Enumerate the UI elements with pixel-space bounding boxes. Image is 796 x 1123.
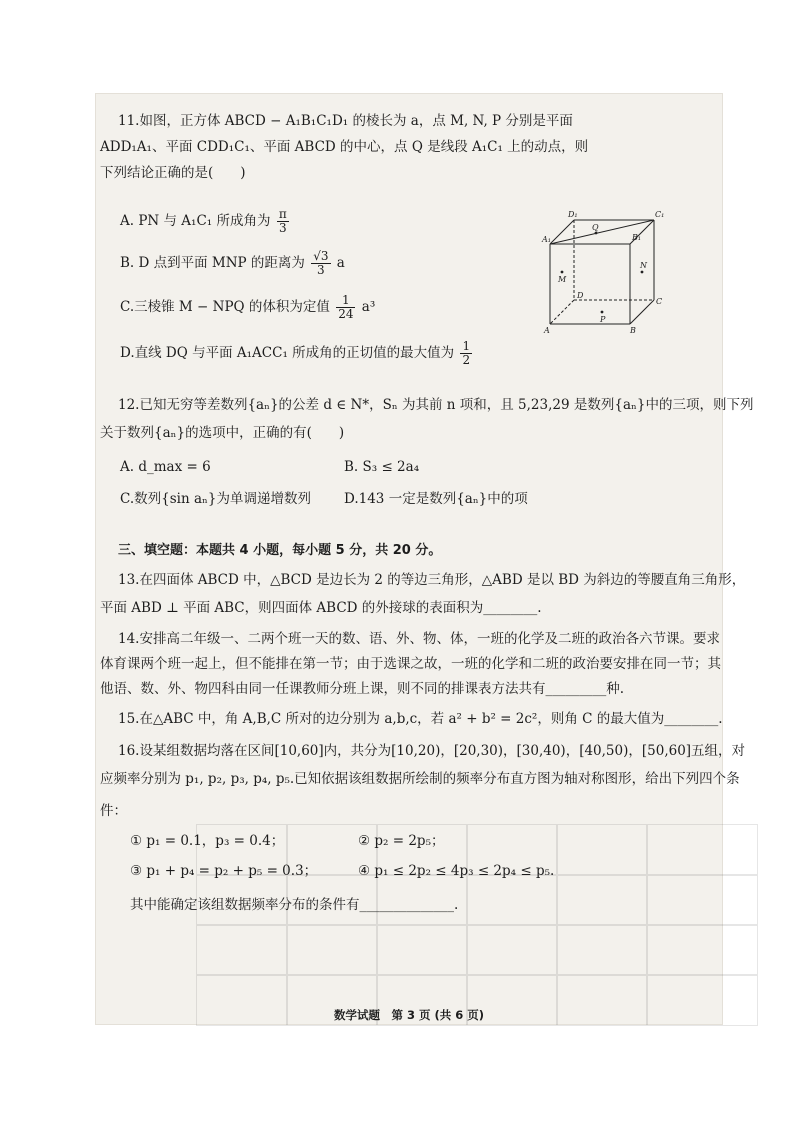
q12-line2: 关于数列{aₙ}的选项中，正确的有( ) (100, 425, 345, 441)
q16-line2: 应频率分别为 p₁, p₂, p₃, p₄, p₅.已知依据该组数据所绘制的频率分布直方图为轴对称图形，给出下列四个条 (100, 771, 740, 787)
q13-line1: 13.在四面体 ABCD 中，△BCD 是边长为 2 的等边三角形，△ABD 是以 BD 为斜边的等腰直角三角形， (118, 572, 746, 588)
q11-option-c: C.三棱锥 M − NPQ 的体积为定值 $\frac{1}{24}$ a³ (120, 293, 376, 321)
label-n: N (640, 261, 647, 270)
q14-line3: 他语、数、外、物四科由同一任课教师分班上课，则不同的排课表方法共有_________种. (100, 681, 625, 697)
fraction: $\frac{1}{24}$ (338, 293, 354, 321)
label-q: Q (592, 223, 599, 232)
q16-condition-1: ① p₁ = 0.1，p₃ = 0.4； (130, 833, 285, 849)
q16-line1: 16.设某组数据均落在区间[10,60]内，共分为[10,20)，[20,30)，[30,40)，[40,50)，[50,60]五组，对 (118, 743, 746, 759)
fraction: $\frac{√3}{3}$ (313, 249, 329, 277)
q12-option-c: C.数列{sin aₙ}为单调递增数列 (120, 491, 311, 507)
q11-option-b: B. D 点到平面 MNP 的距离为 $\frac{√3}{3}$ a (120, 249, 345, 277)
q11-option-a: A. PN 与 A₁C₁ 所成角为 $\frac{\pi}{3}$ (120, 207, 287, 235)
label-a1: A₁ (542, 235, 551, 244)
q12-option-a: A. d_max = 6 (120, 459, 211, 475)
q15-line1: 15.在△ABC 中，角 A,B,C 所对的边分别为 a,b,c，若 a² + b² = 2c²，则角 C 的最大值为________. (118, 711, 723, 727)
label-d1: D₁ (568, 210, 578, 219)
q11-line3: 下列结论正确的是( ) (100, 165, 246, 181)
q16-condition-3: ③ p₁ + p₄ = p₂ + p₅ = 0.3； (130, 863, 318, 879)
bleed-through-table (196, 824, 796, 1064)
q13-line2: 平面 ABD ⊥ 平面 ABC，则四面体 ABCD 的外接球的表面积为________. (100, 600, 542, 616)
q16-line4: 其中能确定该组数据频率分布的条件有______________. (130, 897, 459, 913)
label-p: P (600, 315, 606, 324)
q11-option-d: D.直线 DQ 与平面 A₁ACC₁ 所成角的正切值的最大值为 $\frac{1}{2}$ (120, 339, 471, 367)
q12-line1: 12.已知无穷等差数列{aₙ}的公差 d ∈ N*，Sₙ 为其前 n 项和，且 5,23,29 是数列{aₙ}中的三项，则下列 (118, 397, 754, 413)
q12-option-d: D.143 一定是数列{aₙ}中的项 (344, 491, 528, 507)
cube-figure (544, 206, 674, 336)
q11-line2: ADD₁A₁、平面 CDD₁C₁、平面 ABCD 的中心，点 Q 是线段 A₁C₁ 上的动点，则 (100, 139, 589, 155)
q12-option-b: B. S₃ ≤ 2a₄ (344, 459, 420, 475)
q14-line1: 14.安排高二年级一、二两个班一天的数、语、外、物、体，一班的化学及二班的政治各六节课。要求 (118, 631, 720, 647)
q16-condition-2: ② p₂ = 2p₅； (358, 833, 445, 849)
page-footer: 数学试题 第 3 页 (共 6 页) (333, 1008, 485, 1022)
q16-line3: 件： (100, 803, 127, 819)
label-c: C (656, 297, 663, 306)
q16-condition-4: ④ p₁ ≤ 2p₂ ≤ 4p₃ ≤ 2p₄ ≤ p₅. (358, 863, 555, 879)
q11-line1: 11.如图，正方体 ABCD − A₁B₁C₁D₁ 的棱长为 a，点 M, N, P 分别是平面 (118, 113, 573, 129)
label-c1: C₁ (655, 210, 665, 219)
label-b1: B₁ (632, 233, 642, 242)
fraction: $\frac{\pi}{3}$ (278, 207, 287, 235)
section-3-heading: 三、填空题：本题共 4 小题，每小题 5 分，共 20 分。 (118, 543, 442, 558)
label-a: A (544, 326, 550, 335)
exam-sheet (96, 94, 754, 1024)
label-b: B (630, 326, 636, 335)
label-d: D (577, 291, 584, 300)
q14-line2: 体育课两个班一起上，但不能排在第一节；由于选课之故，一班的化学和二班的政治要安排在同一节；其 (100, 656, 721, 672)
fraction: $\frac{1}{2}$ (462, 339, 471, 367)
label-m: M (558, 275, 567, 284)
